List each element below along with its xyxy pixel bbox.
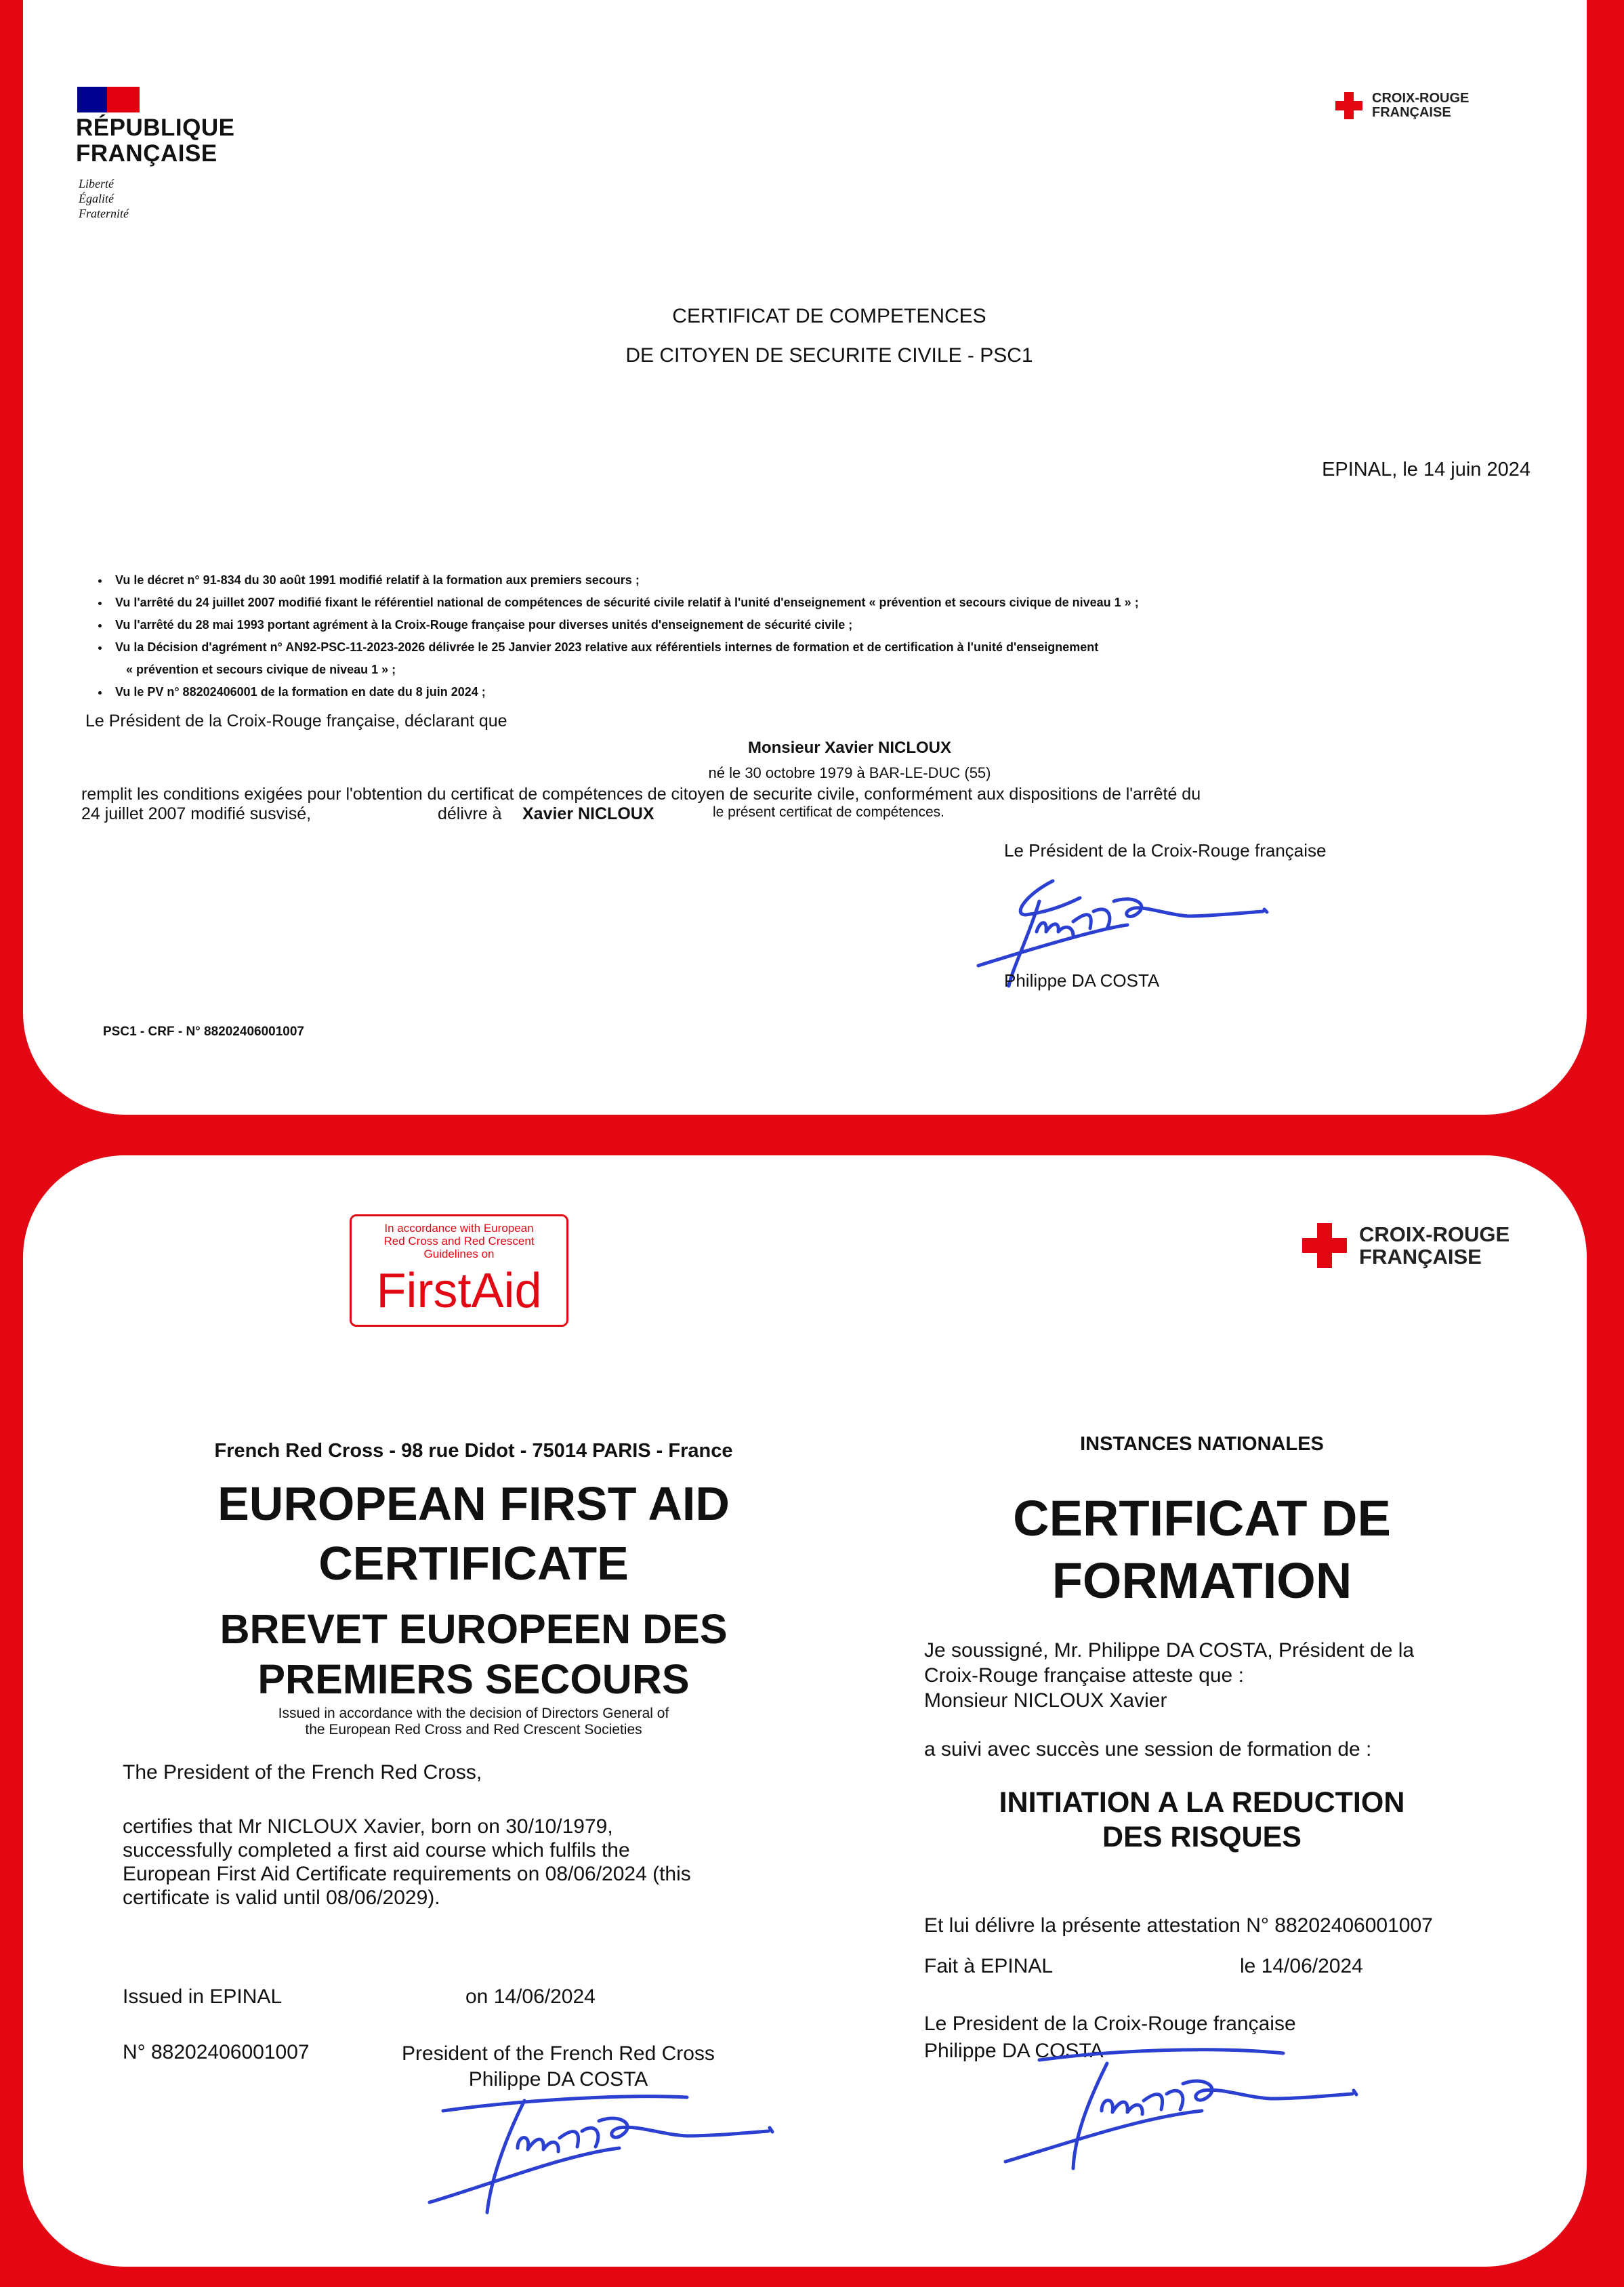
rf-motto-line: Égalité bbox=[79, 192, 114, 205]
red-cross-icon bbox=[1302, 1223, 1347, 1268]
training-name: INITIATION A LA REDUCTION DES RISQUES bbox=[999, 1786, 1405, 1853]
croix-rouge-logo bbox=[1302, 1223, 1510, 1268]
fait-le: le 14/06/2024 bbox=[1240, 1955, 1363, 1977]
certificate-title: CERTIFICAT DE COMPETENCES DE CITOYEN DE SECURITE CIVILE - PSC1 bbox=[625, 305, 1033, 367]
formation-certificate-title: CERTIFICAT DE FORMATION bbox=[1013, 1490, 1391, 1609]
marianne-flag-icon bbox=[77, 87, 140, 112]
certifies-text: certifies that Mr NICLOUX Xavier, born on 30/10/1979, successfully completed a first aid course which fulfils the European First Aid Certificate requirements on 08/06/2024 (this certificate is valid until 08/06/2029). bbox=[123, 1815, 691, 1909]
intro-text: Je soussigné, Mr. Philippe DA COSTA, Président de la Croix-Rouge française atteste que : Monsieur NICLOUX Xavier bbox=[924, 1639, 1415, 1712]
list-item: • Vu l'arrêté du 28 mai 1993 portant agrément à la Croix-Rouge française pour diverses unités d'enseignement de sécurité civile ; bbox=[110, 614, 1397, 636]
certificate-number: N° 88202406001007 bbox=[123, 2041, 310, 2063]
signatory-block: Le President de la Croix-Rouge française Philippe DA COSTA bbox=[924, 2013, 1296, 2062]
first-aid-logo: In accordance with European Red Cross and Red Crescent Guidelines on FirstAid bbox=[350, 1214, 568, 1327]
signatory-block: President of the French Red Cross Philippe DA COSTA bbox=[402, 2042, 715, 2090]
european-certificate-title: EUROPEAN FIRST AID CERTIFICATE bbox=[217, 1477, 730, 1590]
issued-note: Issued in accordance with the decision of Directors General of the European Red Cross and Red Crescent Societies bbox=[278, 1706, 669, 1737]
european-certificate-subtitle: BREVET EUROPEEN DES PREMIERS SECOURS bbox=[220, 1606, 728, 1702]
conditions-text: le présent certificat de compétences. bbox=[713, 804, 945, 820]
place-date: EPINAL, le 14 juin 2024 bbox=[1322, 459, 1531, 480]
signatory-title: Le Président de la Croix-Rouge française bbox=[1004, 840, 1327, 861]
list-item: • Vu le décret n° 91-834 du 30 août 1991 modifié relatif à la formation aux premiers secours ; bbox=[110, 569, 1397, 592]
legal-references-list bbox=[83, 569, 1397, 703]
declaration-text: Le Président de la Croix-Rouge française, déclarant que bbox=[85, 712, 507, 730]
rf-motto-line: Fraternité bbox=[79, 207, 129, 220]
cr-logo-line: FRANÇAISE bbox=[1372, 105, 1451, 120]
list-item: • Vu le PV n° 88202406001 de la formation en date du 8 juin 2024 ; bbox=[110, 681, 1397, 703]
issued-on: on 14/06/2024 bbox=[465, 1985, 596, 2008]
conditions-text: délivre à bbox=[438, 804, 502, 823]
conditions-text: 24 juillet 2007 modifié susvisé, bbox=[81, 804, 312, 823]
cr-logo-line: CROIX-ROUGE bbox=[1359, 1222, 1510, 1246]
list-item: « prévention et secours civique de niveau 1 » ; bbox=[126, 663, 396, 676]
session-text: a suivi avec succès une session de formation de : bbox=[924, 1738, 1372, 1760]
rf-motto-line: Liberté bbox=[79, 177, 114, 190]
cr-logo-line: FRANÇAISE bbox=[1359, 1245, 1482, 1269]
holder-name: Monsieur Xavier NICLOUX bbox=[747, 739, 952, 757]
fait-a: Fait à EPINAL bbox=[924, 1955, 1054, 1977]
first-aid-certificates-panel bbox=[23, 1155, 1587, 2267]
croix-rouge-logo bbox=[1335, 91, 1469, 120]
certificate-reference: PSC1 - CRF - N° 88202406001007 bbox=[103, 1025, 304, 1039]
issued-in: Issued in EPINAL bbox=[123, 1985, 283, 2008]
signatory-name: Philippe DA COSTA bbox=[1004, 970, 1160, 991]
holder-birth: né le 30 octobre 1979 à BAR-LE-DUC (55) bbox=[708, 764, 991, 781]
signature-icon bbox=[416, 2074, 795, 2223]
conditions-text: remplit les conditions exigées pour l'obtention du certificat de compétences de citoyen de securite civile, conformément aux dispositions de l'arrêté du bbox=[81, 785, 1201, 804]
rf-logo-line: RÉPUBLIQUE bbox=[76, 115, 235, 141]
red-cross-icon bbox=[1335, 92, 1362, 119]
president-statement: The President of the French Red Cross, bbox=[123, 1761, 482, 1784]
instances-header: INSTANCES NATIONALES bbox=[1080, 1433, 1324, 1455]
psc1-certificate-panel bbox=[23, 0, 1587, 1115]
list-item: • Vu l'arrêté du 24 juillet 2007 modifié fixant le référentiel national de compétences de sécurité civile relatif à l'unité d'enseignement « prévention et secours civique de niveau 1 » ; bbox=[110, 592, 1397, 614]
address: French Red Cross - 98 rue Didot - 75014 PARIS - France bbox=[214, 1440, 733, 1462]
list-item: • Vu la Décision d'agrément n° AN92-PSC-11-2023-2026 délivrée le 25 Janvier 2023 relative aux référentiels internes de formation et de certification à l'unité d'enseignement bbox=[110, 636, 1397, 659]
conditions-holder-name: Xavier NICLOUX bbox=[522, 804, 654, 823]
signature-icon bbox=[999, 2036, 1378, 2185]
attestation-number: Et lui délivre la présente attestation N° 88202406001007 bbox=[924, 1914, 1433, 1937]
cr-logo-line: CROIX-ROUGE bbox=[1372, 91, 1470, 106]
rf-logo-line: FRANÇAISE bbox=[76, 140, 217, 167]
